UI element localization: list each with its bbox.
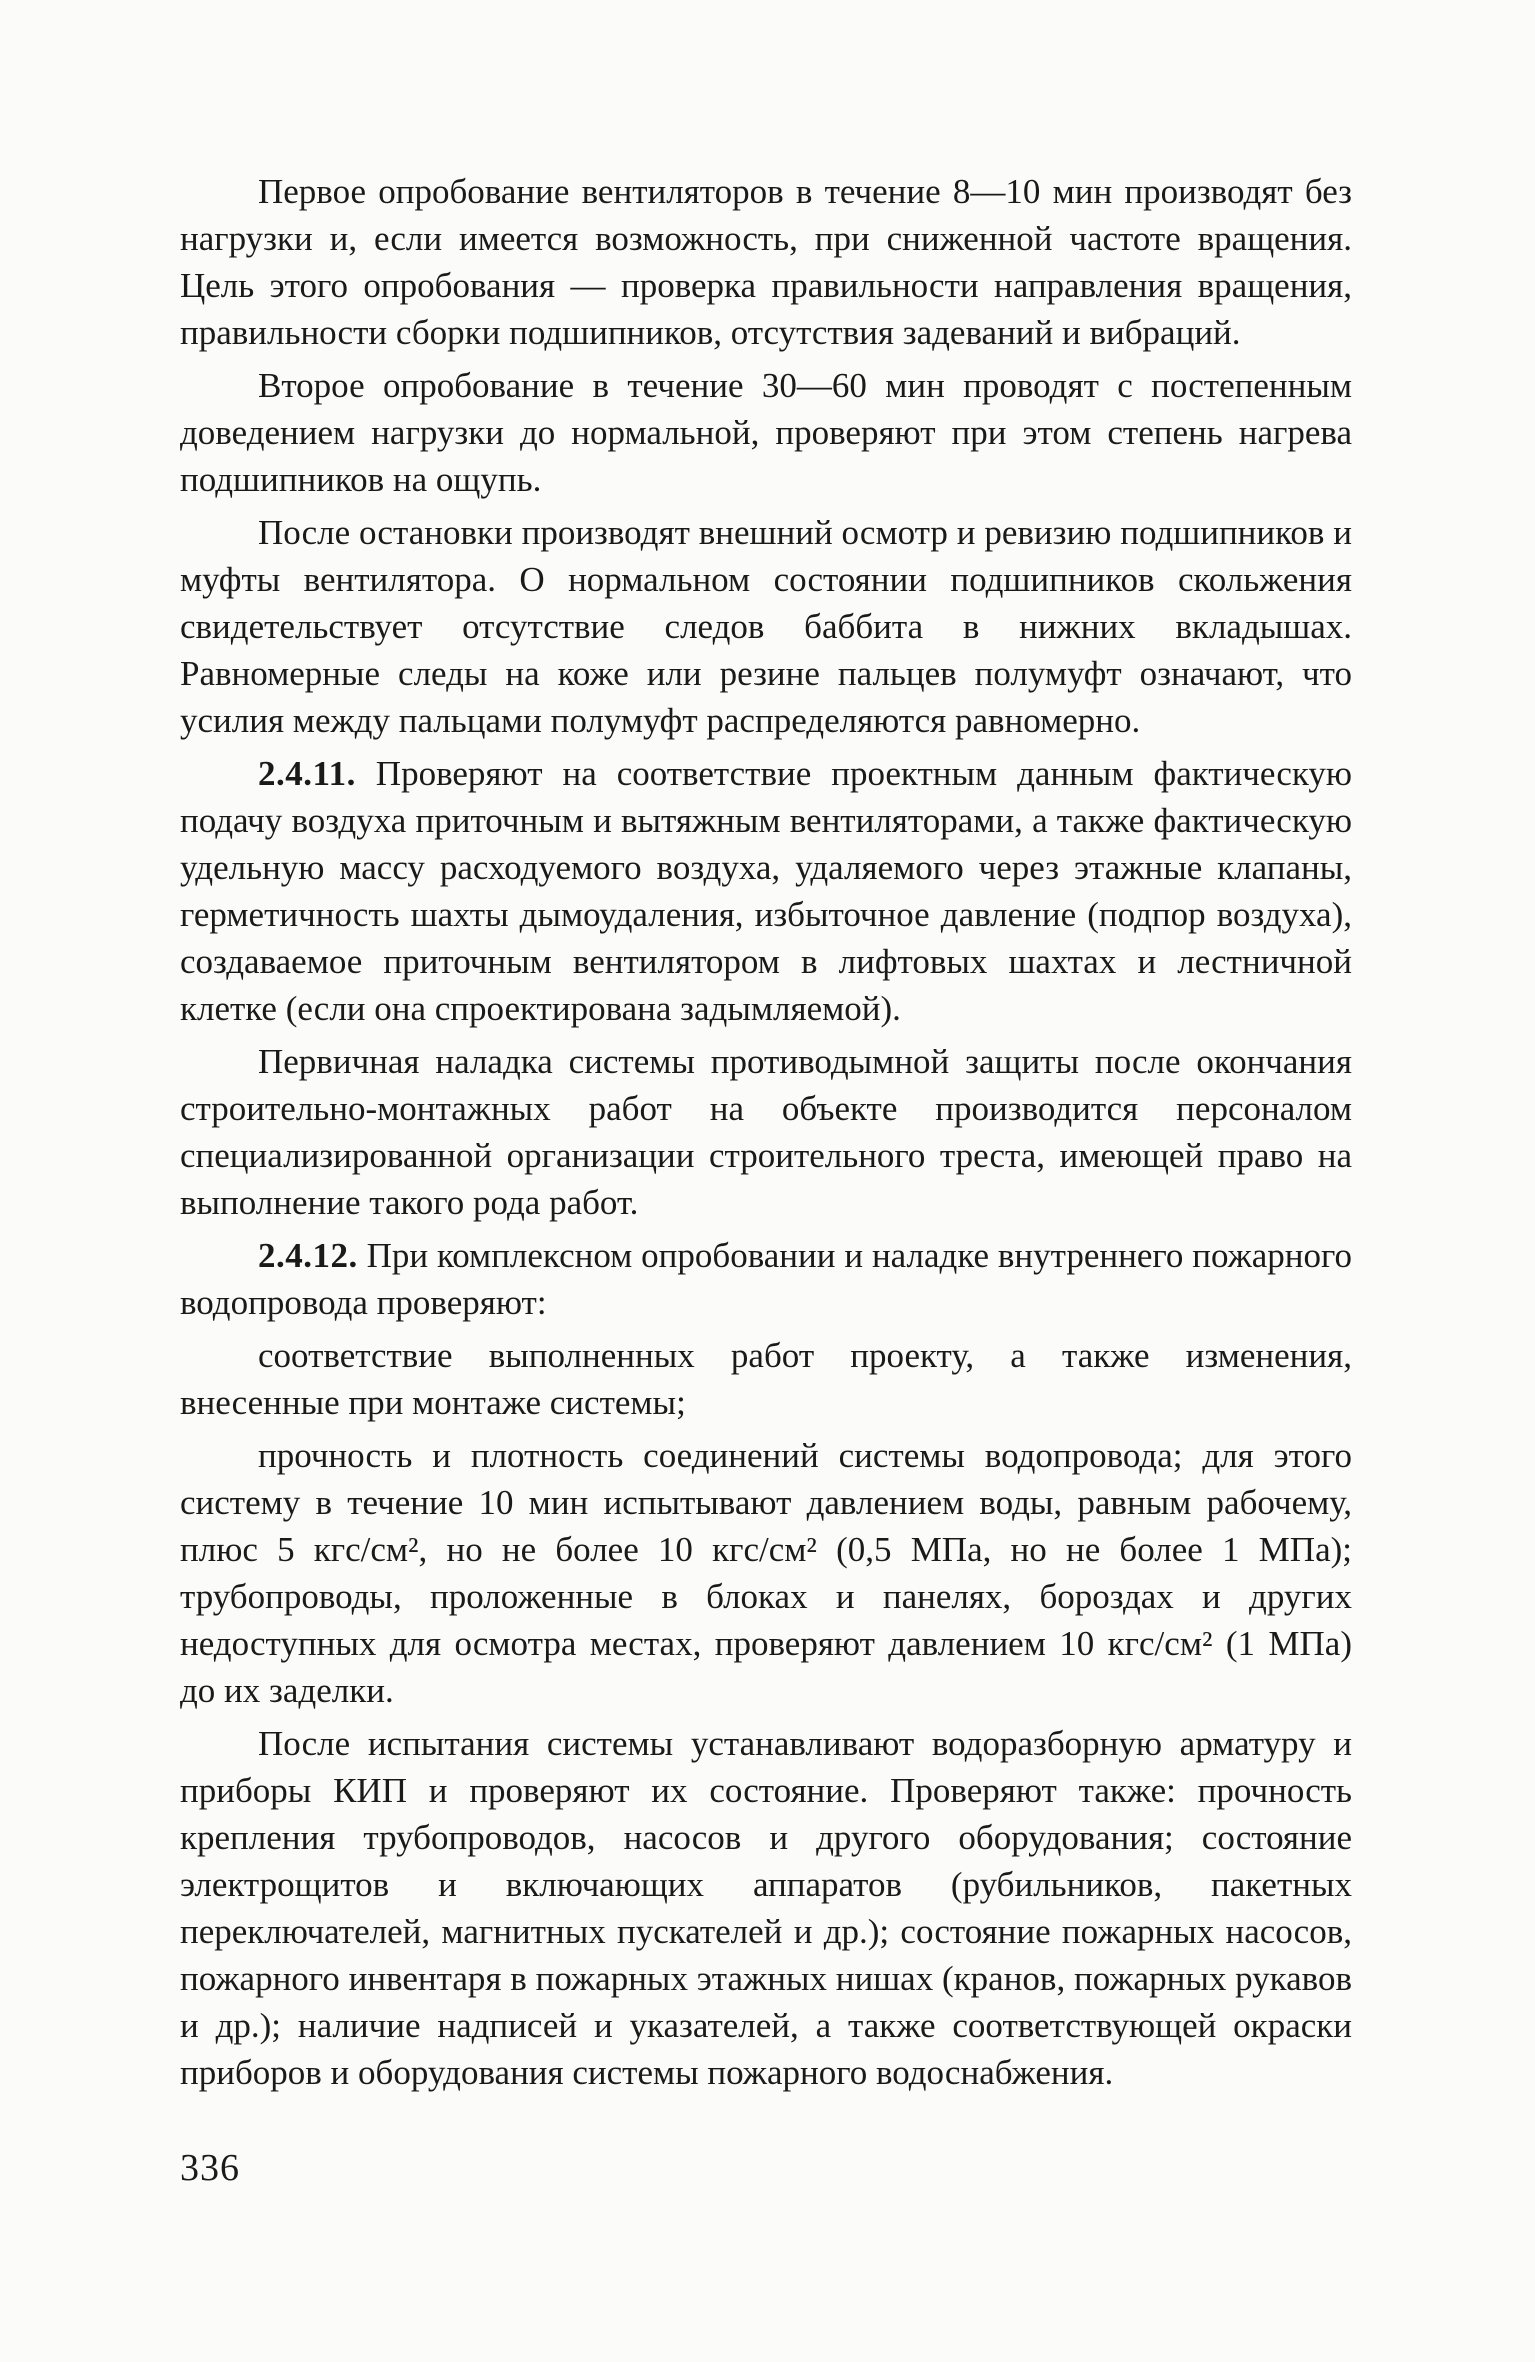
page-body <box>180 168 1352 2102</box>
paragraph-text: Второе опробование в течение 30—60 мин проводят с постепенным доведением нагрузки до нормальной, проверяют при этом степень нагрева подшипников на ощупь. <box>180 366 1352 499</box>
paragraph-project-compliance <box>180 1332 1352 1426</box>
paragraph-after-stop-inspection <box>180 509 1352 744</box>
paragraph-text: После остановки производят внешний осмотр и ревизию подшипников и муфты вентилятора. О нормальном состоянии подшипников скольжения свидетельствует отсутствие следов баббита в нижних вкладышах. Равномерные следы на коже или резине пальцев полумуфт означают, что усилия между пальцами полумуфт распределяются равномерно. <box>180 513 1352 740</box>
paragraph-text: прочность и плотность соединений системы водопровода; для этого систему в течение 10 мин испытывают давлением воды, равным рабочему, плюс 5 кгс/см², но не более 10 кгс/см² (0,5 МПа, но не более 1 МПа); трубопроводы, проложенные в блоках и панелях, бороздах и других недоступных для осмотра местах, проверяют давлением 10 кгс/см² (1 МПа) до их заделки. <box>180 1436 1352 1710</box>
paragraph-clause-2-4-11 <box>180 750 1352 1032</box>
paragraph-strength-tightness <box>180 1432 1352 1714</box>
paragraph-clause-2-4-12 <box>180 1232 1352 1326</box>
paragraph-text: После испытания системы устанавливают водоразборную арматуру и приборы КИП и проверяют их состояние. Проверяют также: прочность крепления трубопроводов, насосов и другого оборудования; состояние электрощитов и включающих аппаратов (рубильников, пакетных переключателей, магнитных пускателей и др.); состояние пожарных насосов, пожарного инвентаря в пожарных этажных нишах (кранов, пожарных рукавов и др.); наличие надписей и указателей, а также соответствующей окраски приборов и оборудования системы пожарного водоснабжения. <box>180 1724 1352 2092</box>
paragraph-after-testing <box>180 1720 1352 2096</box>
paragraph-fan-first-test <box>180 168 1352 356</box>
clause-number: 2.4.11. <box>258 754 356 793</box>
paragraph-text: Первичная наладка системы противодымной защиты после окончания строительно-монтажных работ на объекте производится персоналом специализированной организации строительного треста, имеющей право на выполнение такого рода работ. <box>180 1042 1352 1222</box>
paragraph-text: соответствие выполненных работ проекту, а также изменения, внесенные при монтаже системы; <box>180 1336 1352 1422</box>
clause-number: 2.4.12. <box>258 1236 358 1275</box>
paragraph-primary-setup <box>180 1038 1352 1226</box>
paragraph-text: При комплексном опробовании и наладке внутреннего пожарного водопровода проверяют: <box>180 1236 1353 1322</box>
paragraph-text: Проверяют на соответствие проектным данным фактическую подачу воздуха приточным и вытяжным вентиляторами, а также фактическую удельную массу расходуемого воздуха, удаляемого через этажные клапаны, герметичность шахты дымоудаления, избыточное давление (подпор воздуха), создаваемое приточным вентилятором в лифтовых шахтах и лестничной клетке (если она спроектирована задымляемой). <box>180 754 1353 1028</box>
paragraph-text: Первое опробование вентиляторов в течение 8—10 мин производят без нагрузки и, если имеется возможность, при сниженной частоте вращения. Цель этого опробования — проверка правильности направления вращения, правильности сборки подшипников, отсутствия задеваний и вибраций. <box>180 172 1352 352</box>
paragraph-fan-second-test <box>180 362 1352 503</box>
page-number: 336 <box>180 2147 240 2189</box>
